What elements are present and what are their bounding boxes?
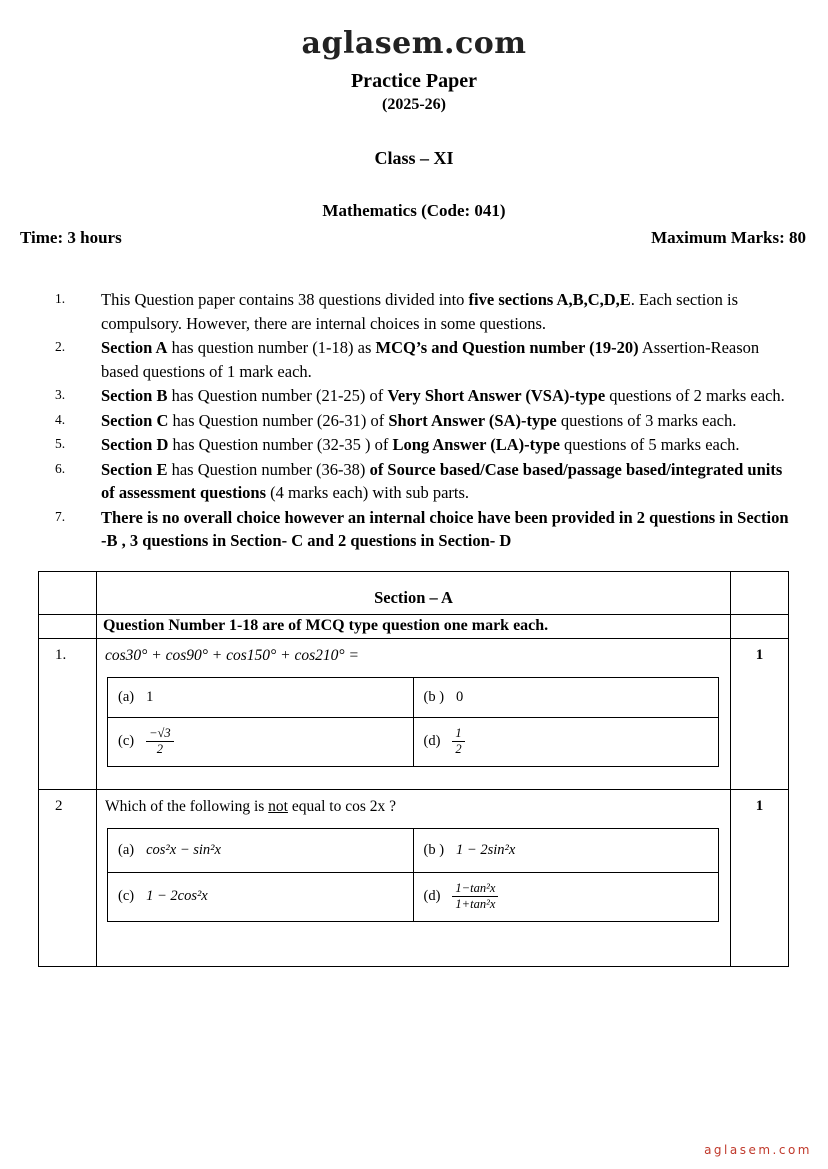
instruction-number: 3. [55,387,66,402]
fraction [452,726,464,758]
page-title: Practice Paper [350,70,478,92]
option-value: 1 [146,688,154,705]
option-value: 1 − 2cos²x [146,888,208,905]
options-table [107,828,719,922]
fraction-denominator: 2 [156,742,163,757]
option-b [413,677,719,717]
text-run: Assertion-Reason based questions of 1 mark each. [101,338,760,381]
fraction [452,881,498,913]
question-row-2 [39,789,789,966]
time-marks-row [0,221,828,248]
text-run: has Question number (26-31) of [168,410,389,430]
text-run: questions of 5 marks each. [559,435,740,454]
text-run: has Question number (32-35 ) of [168,435,393,454]
text-run: questions of 2 marks each. [605,386,785,405]
section-a-table [38,571,789,968]
instruction-text [101,288,793,335]
text-run: not [268,797,288,815]
instruction-text [101,458,793,505]
options-row [108,872,719,921]
text-run: Short Answer (SA)-type [388,410,557,430]
text-run: has Question number (36-38) [167,459,370,479]
empty-cell [39,614,97,638]
empty-cell [731,614,789,638]
text-run: Section B [101,386,168,405]
fraction-denominator: 2 [455,742,462,757]
option-label: (c) [118,732,135,749]
mcq-note-row [39,614,789,638]
section-header-row [39,571,789,614]
option-value: 1 − 2sin²x [456,841,516,858]
text-run: (4 marks each) with sub parts. [266,483,470,502]
option-c [108,872,414,921]
empty-cell [39,571,97,614]
instruction-text [101,433,740,457]
instruction-number: 4. [55,411,66,427]
text-run: . Each section is compulsory. However, there are internal choices in some questions. [101,290,739,333]
text-run: Section E [101,459,168,479]
general-instructions [55,288,793,553]
text-run: There is no overall choice however an internal choice have been provided in 2 questions in Section -B , 3 questions in Section- C and 2 questions in Section- D [101,507,789,550]
site-logo: aglasem.com [301,26,527,61]
marks-cell: 1 [731,789,789,966]
text-run: of Source based/Case based/passage based/integrated units of assessment questions [101,459,783,502]
instruction-item-5 [55,433,793,457]
option-b [413,828,719,872]
instruction-number: 5. [55,436,66,451]
option-a [108,677,414,717]
option-label: (d) [423,732,441,749]
footer-watermark: aglasem.com [704,1143,812,1157]
question-number: 1. [39,638,97,789]
fraction-denominator: 1+tan²x [455,897,496,912]
instruction-number: 6. [55,460,66,476]
option-label: (a) [118,688,135,705]
text-run: has Question number (21-25) of [167,386,388,405]
instruction-number: 1. [55,291,66,306]
question-number: 2 [39,789,97,966]
instruction-item-2 [55,336,793,383]
question-row-1 [39,638,789,789]
options-row [108,677,719,717]
instruction-text [101,409,736,433]
instruction-number: 2. [55,339,66,354]
instruction-text [101,384,785,408]
instruction-item-6 [55,458,793,505]
question-body [97,638,731,789]
option-d [413,717,719,766]
option-value: cos²x − sin²x [146,841,221,858]
text-run: MCQ’s and Question number (19-20) [375,338,639,357]
option-label: (c) [118,888,135,905]
question-body [97,789,731,966]
text-run: This Question paper contains 38 questions divided into [101,290,469,309]
instruction-item-4 [55,409,793,433]
options-table [107,677,719,767]
options-row [108,717,719,766]
marks-cell: 1 [731,638,789,789]
text-run: Long Answer (LA)-type [392,435,560,454]
instruction-number: 7. [55,508,66,524]
option-label: (d) [423,888,441,905]
maximum-marks: Maximum Marks: 80 [651,228,806,247]
instruction-item-7 [55,506,793,553]
text-run: equal to cos 2x ? [287,797,397,815]
text-run: has question number (1-18) as [167,338,376,357]
instruction-text [101,336,793,383]
text-run: Very Short Answer (VSA)-type [387,386,606,405]
text-run: questions of 3 marks each. [556,410,737,430]
session-year: (2025-26) [382,96,446,113]
option-label: (b ) [423,688,445,705]
mcq-note: Question Number 1-18 are of MCQ type question one mark each. [97,614,731,638]
subject-heading: Mathematics (Code: 041) [322,201,506,220]
text-run: Section C [101,410,169,430]
option-label: (a) [118,841,135,858]
option-d [413,872,719,921]
class-heading: Class – XI [374,148,454,168]
text-run: Which of the following is [105,797,269,815]
instruction-item-1 [55,288,793,335]
text-run: Section A [101,338,168,357]
option-label: (b ) [423,841,445,858]
fraction-numerator: 1 [452,726,464,743]
option-c [108,717,414,766]
time-allowed: Time: 3 hours [20,228,122,247]
empty-cell [731,571,789,614]
section-title: Section – A [97,571,731,614]
text-run: five sections A,B,C,D,E [468,290,631,309]
fraction [146,726,174,758]
instruction-item-3 [55,384,793,408]
text-run: Section D [101,435,169,454]
options-row [108,828,719,872]
fraction-numerator: −√3 [146,726,174,743]
option-a [108,828,414,872]
question-text: cos30° + cos90° + cos150° + cos210° = [105,646,359,664]
instruction-text [101,506,793,553]
question-text [105,798,722,816]
option-value: 0 [456,688,464,705]
fraction-numerator: 1−tan²x [452,881,498,898]
